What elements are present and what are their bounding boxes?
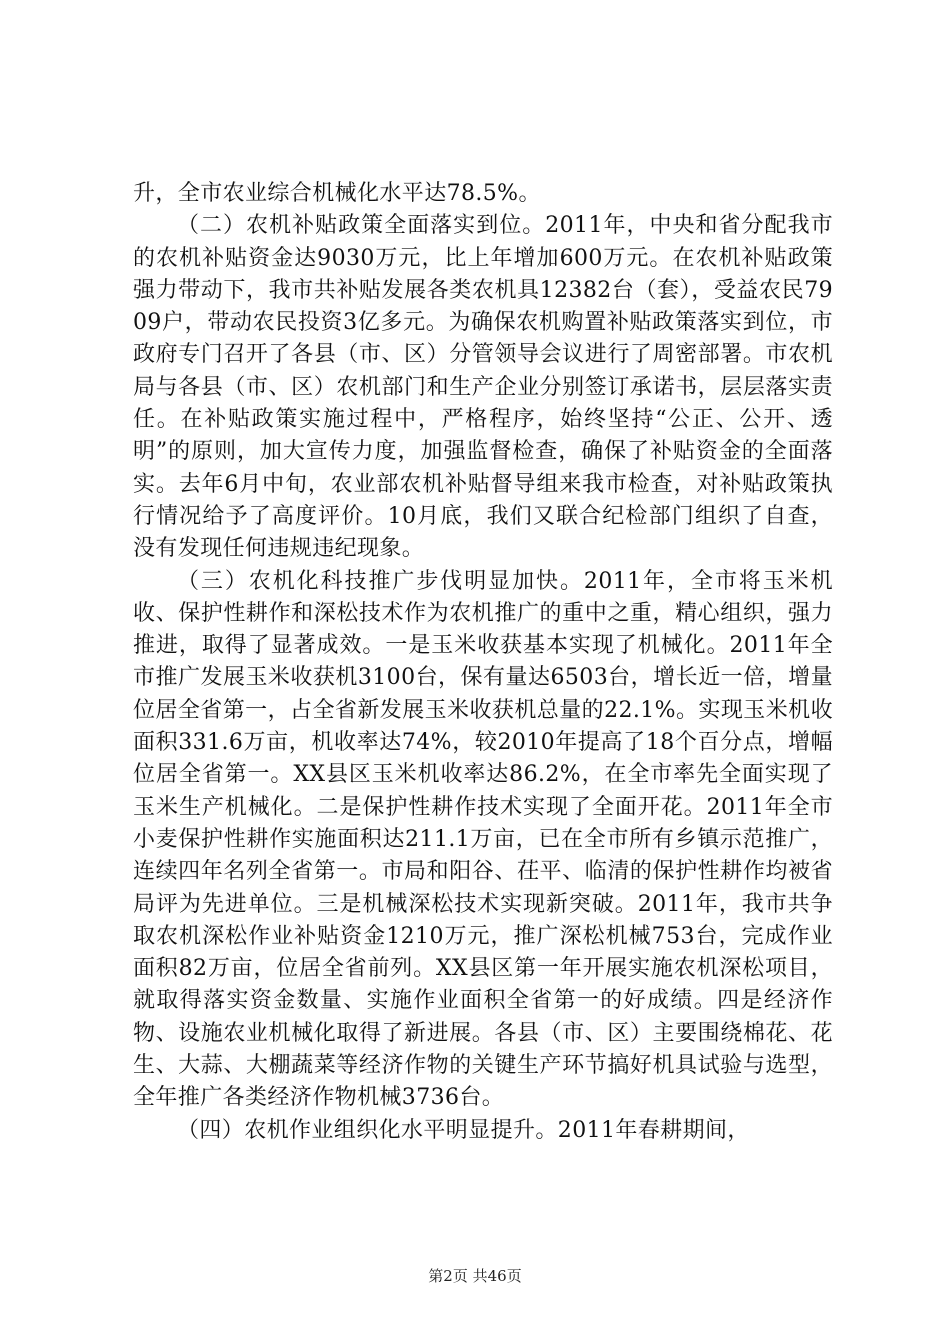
paragraph-tech-promotion: （三）农机化科技推广步伐明显加快。2011年，全市将玉米机收、保护性耕作和深松技术作为农机推广的重中之重，精心组织，强力推进，取得了显著成效。一是玉米收获基本实现了机械化。2011年全市推广发展玉米收获机3100台，保有量达6503台，增长近一倍，增量位居全省第一，占全省新发展玉米收获机总量的22.1%。实现玉米机收面积331.6万亩，机收率达74%，较2010年提高了18个百分点，增幅位居全省第一。XX县区玉米机收率达86.2%，在全市率先全面实现了玉米生产机械化。二是保护性耕作技术实现了全面开花。2011年全市小麦保护性耕作实施面积达211.1万亩，已在全市所有乡镇示范推广，连续四年名列全省第一。市局和阳谷、茌平、临清的保护性耕作均被省局评为先进单位。三是机械深松技术实现新突破。2011年，我市共争取农机深松作业补贴资金1210万元，推广深松机械753台，完成作业面积82万亩，位居全省前列。XX县区第一年开展实施农机深松项目，就取得落实资金数量、实施作业面积全省第一的好成绩。四是经济作物、设施农业机械化取得了新进展。各县（市、区）主要围绕棉花、花生、大蒜、大棚蔬菜等经济作物的关键生产环节搞好机具试验与选型，全年推广各类经济作物机械3736台。 xyxy=(133,568,833,1111)
page-footer: 第2页 共46页 xyxy=(428,1267,522,1285)
paragraph-subsidy-policy: （二）农机补贴政策全面落实到位。2011年，中央和省分配我市的农机补贴资金达9030万元，比上年增加600万元。在农机补贴政策强力带动下，我市共补贴发展各类农机具12382台（套），受益农民7909户，带动农民投资3亿多元。为确保农机购置补贴政策落实到位，市政府专门召开了各县（市、区）分管领导会议进行了周密部署。市农机局与各县（市、区）农机部门和生产企业分别签订承诺书，层层落实责任。在补贴政策实施过程中，严格程序，始终坚持“公正、公开、透明”的原则，加大宣传力度，加强监督检查，确保了补贴资金的全面落实。去年6月中旬，农业部农机补贴督导组来我市检查，对补贴政策执行情况给予了高度评价。10月底，我们又联合纪检部门组织了自查，没有发现任何违规违纪现象。 xyxy=(133,213,833,562)
paragraph-organization: （四）农机作业组织化水平明显提升。2011年春耕期间， xyxy=(177,1117,750,1143)
document-body xyxy=(133,178,833,1147)
paragraph-continuation: 升，全市农业综合机械化水平达78.5%。 xyxy=(133,181,541,206)
